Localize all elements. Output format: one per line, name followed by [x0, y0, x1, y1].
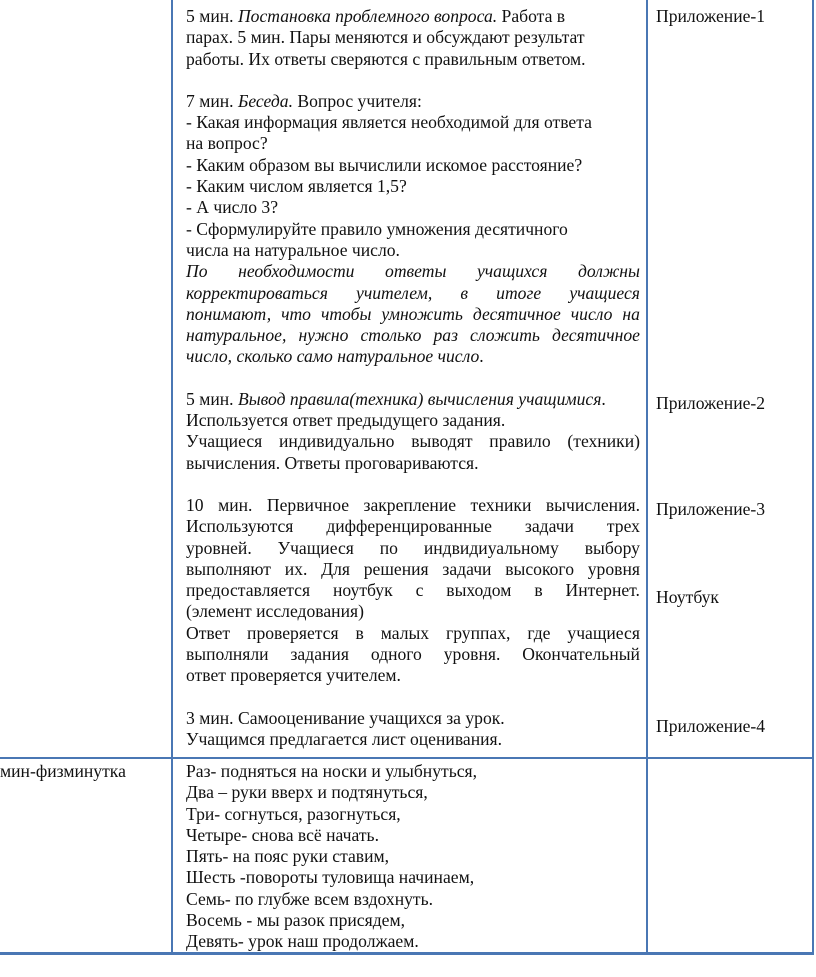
- word: группах,: [446, 622, 511, 643]
- text-span: работы. Их ответы сверяются с правильным ответом.: [186, 48, 586, 69]
- word: По: [186, 261, 208, 282]
- word: ответы: [385, 261, 447, 282]
- text-span: Работа в: [497, 6, 566, 26]
- stage-self-assessment: [186, 708, 640, 751]
- text-line: [186, 516, 640, 537]
- word: учителем,: [356, 282, 433, 303]
- text-span: Беседа.: [237, 90, 293, 111]
- word: выполняют: [186, 558, 271, 579]
- word: в: [355, 622, 364, 643]
- word: Ответ: [186, 622, 231, 643]
- word: в: [534, 580, 543, 601]
- text-span: числа на натуральное число.: [186, 239, 400, 260]
- text-span: 5 мин.: [186, 388, 238, 409]
- stage-conversation: [186, 91, 640, 368]
- text-span: ответ проверяется учителем.: [186, 665, 401, 686]
- word: ноутбук: [332, 580, 393, 601]
- word: учащиеся: [569, 282, 640, 303]
- word: малых: [380, 622, 430, 643]
- verse-line: Пять- на пояс руки ставим,: [186, 846, 390, 867]
- text-line: [186, 346, 640, 367]
- text-line: [186, 644, 640, 665]
- stage-label-physical-minute: мин-физминутка: [0, 761, 126, 781]
- verse-line: Шесть -повороты туловища начинаем,: [186, 867, 475, 888]
- text-span: - Каким образом вы вычислили искомое расстояние?: [186, 154, 583, 175]
- word: десятичное: [552, 325, 640, 346]
- word: на: [622, 303, 640, 324]
- verse-line: Три- согнуться, разогнуться,: [186, 803, 401, 824]
- word: мин.: [218, 494, 253, 515]
- stage-problem-question: [186, 6, 640, 70]
- resource-appendix-3: Приложение-3: [656, 499, 766, 519]
- text-line: [186, 729, 640, 750]
- word: одного: [370, 644, 422, 665]
- text-span: Вывод правила(техника) вычисления учащимися: [237, 388, 602, 409]
- text-line: [186, 176, 640, 197]
- word: уровня: [587, 558, 640, 579]
- verse-line: Раз- подняться на носки и улыбнуться,: [186, 761, 478, 781]
- word: задания: [290, 644, 349, 665]
- text-span: вычисления. Ответы проговариваются.: [186, 452, 479, 473]
- text-span: Используется ответ предыдущего задания.: [186, 410, 506, 431]
- text-span: - Какая информация является необходимой для ответа: [186, 112, 592, 133]
- word: задачи: [442, 558, 492, 579]
- word: учащихся: [476, 261, 548, 282]
- resource-appendix-2: Приложение-2: [656, 393, 766, 413]
- text-span: Учащимся предлагается лист оценивания.: [186, 728, 503, 749]
- resource-laptop: Ноутбук: [656, 587, 719, 607]
- text-line: [186, 495, 640, 516]
- word: Учащиеся: [277, 537, 354, 558]
- text-line: [186, 559, 640, 580]
- text-line: [186, 708, 640, 729]
- text-span: 5 мин.: [186, 6, 238, 26]
- word: выводят: [411, 431, 473, 452]
- word: десятичное: [472, 303, 561, 324]
- text-span: Постановка проблемного вопроса.: [237, 6, 498, 26]
- text-line: [186, 601, 640, 622]
- word: предоставляется: [186, 580, 311, 601]
- word: Используются: [186, 516, 294, 537]
- text-line: [186, 6, 640, 27]
- word: раз: [433, 325, 458, 346]
- text-span: - А число 3?: [186, 197, 279, 218]
- text-line: [186, 155, 640, 176]
- text-span: Вопрос учителя:: [292, 90, 422, 111]
- word: вычисления.: [545, 494, 640, 515]
- word: нужно: [298, 325, 349, 346]
- word: понимают,: [186, 303, 272, 324]
- word: правило: [489, 431, 551, 452]
- word: необходимости: [238, 261, 355, 282]
- word: столько: [360, 325, 422, 346]
- word: высокого: [505, 558, 574, 579]
- text-span: .: [601, 388, 606, 409]
- text-line: [186, 240, 640, 261]
- text-span: на вопрос?: [186, 133, 268, 154]
- text-line: [186, 283, 640, 304]
- word: с: [415, 580, 424, 601]
- text-span: (элемент исследования): [186, 601, 364, 622]
- table-border-mid-col: [646, 0, 648, 955]
- word: чтобы: [320, 303, 372, 324]
- word: по: [379, 537, 398, 558]
- text-span: .: [479, 346, 484, 367]
- word: дифференцированные: [326, 516, 492, 537]
- word: натуральное,: [186, 325, 287, 346]
- table-border-row-divider: [0, 757, 814, 759]
- word: техники: [470, 494, 532, 515]
- text-span: - Каким числом является 1,5?: [186, 176, 407, 197]
- text-span: - Сформулируйте правило умножения десятичного: [186, 218, 568, 239]
- text-line: [186, 431, 640, 452]
- text-line: [186, 665, 640, 686]
- word: сложить: [470, 325, 540, 346]
- word: выходом: [446, 580, 512, 601]
- word: Первичное: [266, 494, 350, 515]
- resource-appendix-4: Приложение-4: [656, 716, 766, 736]
- text-span: 3 мин. Самооценивание учащихся за урок.: [186, 707, 505, 728]
- word: их.: [284, 558, 308, 579]
- word: 10: [186, 494, 204, 515]
- text-line: [186, 261, 640, 282]
- word: где: [527, 622, 551, 643]
- text-span: 7 мин.: [186, 90, 238, 111]
- verse-line: Четыре- снова всё начать.: [186, 824, 379, 845]
- word: в: [460, 282, 469, 303]
- resource-appendix-1: Приложение-1: [656, 6, 766, 26]
- text-line: [186, 304, 640, 325]
- text-line: [186, 112, 640, 133]
- verse-line: Девять- урок наш продолжаем.: [186, 931, 419, 952]
- verse-line: Два – руки вверх и подтянуться,: [186, 782, 428, 803]
- text-line: [186, 580, 640, 601]
- text-line: [186, 197, 640, 218]
- text-line: [186, 219, 640, 240]
- text-line: [186, 453, 640, 474]
- text-line: [186, 27, 640, 48]
- text-span: число, сколько само натуральное число: [186, 346, 480, 367]
- word: должны: [578, 261, 640, 282]
- word: корректироваться: [186, 282, 328, 303]
- text-line: [186, 389, 640, 410]
- stage-consolidation: [186, 495, 640, 687]
- activity-cell: [186, 6, 640, 750]
- word: умножить: [381, 303, 463, 324]
- stage-rule-derivation: [186, 389, 640, 474]
- word: Интернет.: [565, 580, 640, 601]
- word: задачи: [524, 516, 574, 537]
- word: что: [281, 303, 311, 324]
- word: уровней.: [186, 537, 252, 558]
- word: уровня.: [443, 644, 501, 665]
- text-line: [186, 623, 640, 644]
- word: Для: [321, 558, 350, 579]
- word: индвидиуальному: [423, 537, 559, 558]
- word: число: [570, 303, 613, 324]
- word: учащиеся: [567, 622, 640, 643]
- text-line: [186, 49, 640, 70]
- text-line: [186, 538, 640, 559]
- table-border-right: [812, 0, 814, 955]
- verse-line: Семь- по глубже всем вздохнуть.: [186, 888, 434, 909]
- word: итоге: [496, 282, 542, 303]
- word: Окончательный: [522, 644, 640, 665]
- verse-line: Восемь - мы разок присядем,: [186, 910, 405, 931]
- word: проверяется: [247, 622, 339, 643]
- word: индивидуально: [279, 431, 395, 452]
- text-line: [186, 91, 640, 112]
- text-line: [186, 410, 640, 431]
- text-line: [186, 133, 640, 154]
- exercise-verse: [186, 761, 477, 953]
- word: (техники): [567, 431, 640, 452]
- table-border-left-col: [171, 0, 173, 955]
- text-span: парах. 5 мин. Пары меняются и обсуждают результат: [186, 27, 585, 48]
- text-line: [186, 325, 640, 346]
- word: трех: [606, 516, 640, 537]
- word: выполняли: [186, 644, 269, 665]
- word: Учащиеся: [186, 431, 263, 452]
- word: решения: [363, 558, 429, 579]
- word: закрепление: [363, 494, 457, 515]
- word: выбору: [584, 537, 640, 558]
